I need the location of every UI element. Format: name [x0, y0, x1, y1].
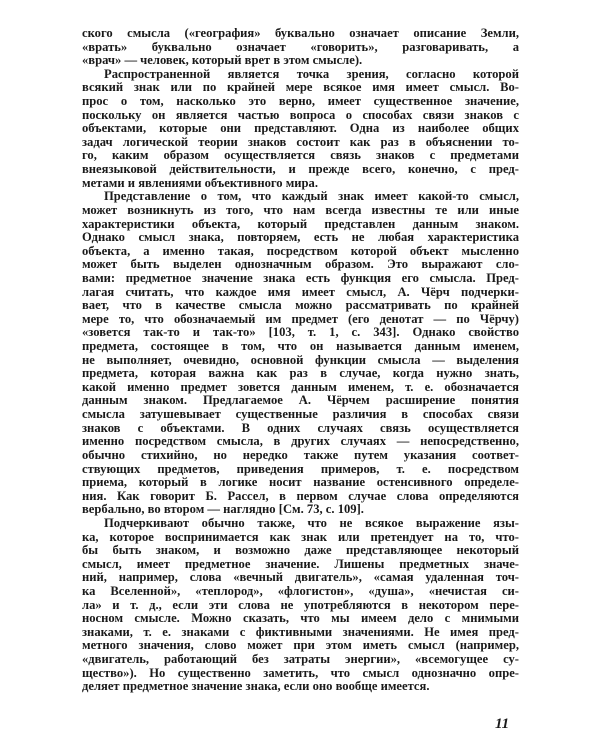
text-line: вает, что в качестве смысла можно рассматривать по крайней: [82, 298, 519, 313]
text-line: объектами, которые они представляют. Одна из наиболее общих: [82, 121, 519, 136]
text-line: прос о том, насколько это верно, имеет существенное значение,: [82, 94, 519, 109]
text-line: знаков с объектами. В одних случаях связь осуществляется: [82, 420, 519, 435]
text-line: смысла затушевывает существенные различия в способах связи: [82, 407, 519, 422]
text-line: Однако смысл знака, повторяем, есть не любая характеристика: [82, 230, 519, 245]
page-number: 11: [495, 716, 510, 732]
text-line: бы быть знаком, и возможно даже представляющее некоторый: [82, 543, 519, 558]
text-line: «двигатель, работающий без затраты энергии», «всемогущее су-: [82, 652, 519, 667]
paragraph: [82, 68, 519, 190]
text-line: характеристики объекта, который представлен данным знаком.: [82, 216, 519, 231]
text-line: предмета, которая важна как раз в случае, когда нужно знать,: [82, 366, 519, 381]
text-line: метами и явлениями объективного мира.: [82, 175, 319, 190]
text-line: предмета, состоящее в том, что он называется данным именем,: [82, 339, 519, 354]
text-line: деляет предметное значение знака, если оно вообще имеется.: [82, 679, 430, 694]
text-line: «врач» — человек, который врет в этом смысле).: [82, 53, 363, 68]
text-line: ний, например, слова «вечный двигатель», «самая удаленная точ-: [82, 570, 519, 585]
page-body-text: [82, 27, 519, 694]
text-line: Подчеркивают обычно также, что не всякое выражение язы-: [104, 515, 519, 530]
text-line: знаками, т. е. знаками с фиктивными значениями. Не имея пред-: [82, 624, 519, 639]
text-line: ния. Как говорит Б. Рассел, в первом случае слова определяются: [82, 488, 519, 503]
text-line: ка Вселенной», «теплород», «флогистон», «душа», «нечистая си-: [82, 583, 519, 598]
text-line: внеязыковой действительности, и прежде всего, конечно, с пред-: [82, 162, 519, 177]
paragraph: [82, 27, 519, 68]
text-line: не выполняет, очевидно, основной функции смысла — выделения: [82, 352, 519, 367]
text-line: ского смысла («география» буквально означает описание Земли,: [82, 26, 519, 40]
text-line: вами: предметное значение знака есть функция его смысла. Пред-: [82, 270, 519, 285]
text-line: поскольку он является частью вопроса о способах связи знаков с: [82, 107, 519, 122]
text-line: приема, который в логике носит название остенсивного определе-: [82, 475, 519, 490]
text-line: «зовется так-то и так-то» [103, т. 1, с. 343]. Однако свойство: [82, 325, 519, 340]
text-line: щество»). Но существенно заметить, что смысл однозначно опре-: [82, 665, 519, 680]
text-line: ла» и т. д., если эти слова не употребляются в некотором пере-: [82, 597, 519, 612]
text-line: смысл, имеет предметное значение. Лишены предметных значе-: [82, 556, 519, 571]
text-line: вербально, во втором — наглядно [См. 73, с. 109].: [82, 502, 364, 517]
text-line: ствующих предметов, приведения примеров, т. е. посредством: [82, 461, 519, 476]
text-line: мере то, что обозначаемый им предмет (его денотат — по Чёрчу): [82, 311, 519, 326]
text-line: всякий знак или по крайней мере всякое имя имеет смысл. Во-: [82, 80, 519, 95]
text-line: Распространенной является точка зрения, согласно которой: [104, 66, 519, 81]
paragraph: [82, 190, 519, 517]
text-line: Представление о том, что каждый знак имеет какой-то смысл,: [104, 189, 519, 204]
text-line: может быть выделен однозначным образом. Это выражают сло-: [82, 257, 519, 272]
paragraph: [82, 517, 519, 694]
text-line: лагая считать, что каждое имя имеет смысл, А. Чёрч подчерки-: [82, 284, 519, 299]
text-line: го, каким образом осуществляется связь знаков с предметами: [82, 148, 519, 163]
text-line: может возникнуть из того, что нам всегда известны те или иные: [82, 202, 519, 217]
text-line: данным знаком. Предлагаемое А. Чёрчем расширение понятия: [82, 393, 519, 408]
text-line: какой именно предмет зовется данным именем, т. е. обозначается: [82, 379, 519, 394]
text-line: обычно стихийно, но нередко также путем указания соответ-: [82, 447, 519, 462]
text-line: носном смысле. Можно сказать, что мы имеем дело с мнимыми: [82, 611, 519, 626]
text-line: метного значения, слово может при этом иметь смысл (например,: [82, 638, 519, 653]
text-line: именно посредством смысла, в других случаях — непосредственно,: [82, 434, 519, 449]
text-line: объекта, а именно такая, посредством которой объект мысленно: [82, 243, 519, 258]
text-line: ка, которое воспринимается как знак или претендует на то, что-: [82, 529, 519, 544]
text-line: задач логической теории знаков состоит как раз в объяснении то-: [82, 134, 519, 149]
text-line: «врать» буквально означает «говорить», разговаривать, а: [82, 39, 519, 54]
